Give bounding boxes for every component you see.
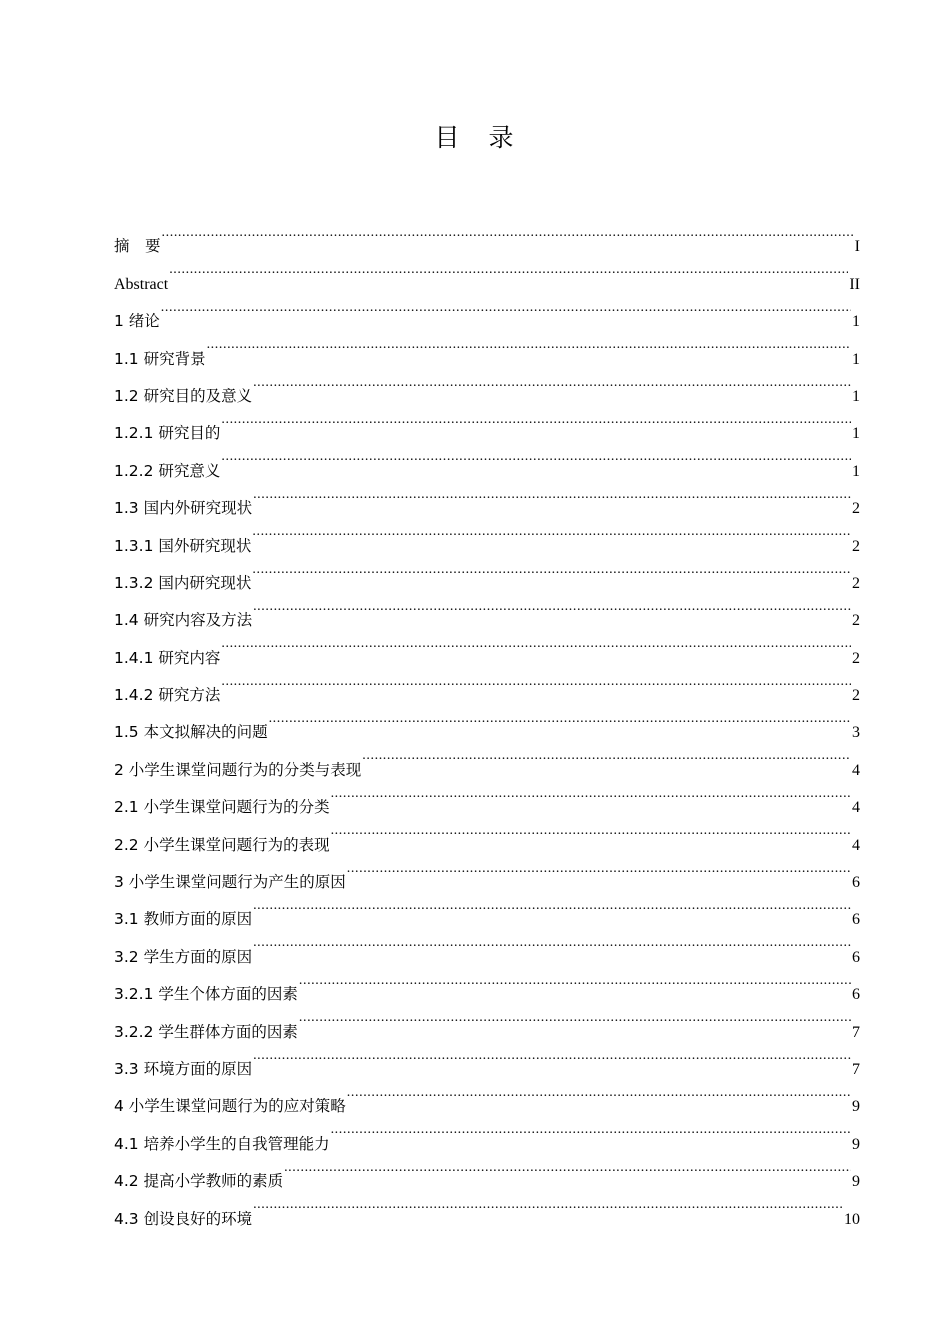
toc-dot-leader — [252, 551, 851, 588]
toc-entry-page-number: 6 — [852, 874, 860, 892]
toc-entry-page-number: 1 — [852, 387, 860, 405]
toc-entry-label: 1.5 本文拟解决的问题 — [114, 723, 268, 742]
toc-dot-leader — [362, 737, 851, 774]
toc-dot-leader — [347, 850, 851, 887]
toc-entry[interactable] — [114, 476, 860, 518]
toc-entry-label: 4.3 创设良好的环境 — [114, 1209, 253, 1228]
toc-entry-page-number: 2 — [852, 687, 860, 705]
toc-dot-leader — [347, 1074, 851, 1111]
toc-dot-leader — [221, 625, 851, 662]
toc-dot-leader — [253, 924, 851, 961]
toc-dot-leader — [221, 438, 851, 475]
toc-entry-page-number: 6 — [852, 911, 860, 929]
toc-entry-label: 1.3 国内外研究现状 — [114, 499, 253, 518]
toc-dot-leader — [252, 513, 851, 550]
toc-entry-label: 2.1 小学生课堂问题行为的分类 — [114, 798, 330, 817]
toc-entry-page-number: 2 — [852, 537, 860, 555]
toc-entry[interactable] — [114, 625, 860, 667]
toc-dot-leader — [221, 663, 851, 700]
toc-dot-leader — [253, 1037, 851, 1074]
toc-entry-label: 4.2 提高小学教师的素质 — [114, 1172, 284, 1191]
toc-entry-label: 3.1 教师方面的原因 — [114, 910, 253, 929]
toc-entry-page-number: 2 — [852, 574, 860, 592]
toc-entry-page-number: 6 — [852, 948, 860, 966]
toc-entry[interactable] — [114, 438, 860, 480]
toc-entry-label: 3.2 学生方面的原因 — [114, 947, 253, 966]
toc-entry-page-number: 4 — [852, 761, 860, 779]
toc-dot-leader — [221, 401, 851, 438]
toc-entry[interactable] — [114, 401, 860, 443]
toc-entry-label: 4.1 培养小学生的自我管理能力 — [114, 1134, 330, 1153]
toc-entry-label: 1.2 研究目的及意义 — [114, 386, 253, 405]
toc-entry-label: 1.3.1 国外研究现状 — [114, 536, 252, 555]
page-title: 目 录 — [434, 123, 516, 152]
toc-entry[interactable] — [114, 289, 860, 331]
toc-entry-page-number: 7 — [852, 1023, 860, 1041]
toc-dot-leader — [253, 1186, 843, 1223]
toc-entry-label: 3.2.1 学生个体方面的因素 — [114, 985, 298, 1004]
toc-dot-leader — [169, 251, 848, 288]
toc-dot-leader — [284, 1149, 851, 1186]
toc-entry-page-number: 2 — [852, 500, 860, 518]
toc-dot-leader — [269, 700, 851, 737]
toc-entry-page-number: 4 — [852, 836, 860, 854]
toc-entry-page-number: 3 — [852, 724, 860, 742]
toc-entry-page-number: 9 — [852, 1098, 860, 1116]
toc-entry-label: 1.4 研究内容及方法 — [114, 611, 253, 630]
toc-entry[interactable] — [114, 700, 860, 742]
toc-dot-leader — [253, 476, 851, 513]
toc-dot-leader — [331, 775, 851, 812]
toc-dot-leader — [253, 364, 851, 401]
toc-entry-label: 4 小学生课堂问题行为的应对策略 — [114, 1097, 346, 1116]
toc-entry-label: 1.2.2 研究意义 — [114, 461, 221, 480]
toc-entry-page-number: 1 — [852, 462, 860, 480]
toc-entry-label: Abstract — [114, 275, 169, 293]
toc-entry-label: 1.2.1 研究目的 — [114, 424, 221, 443]
toc-entry-page-number: 2 — [852, 612, 860, 630]
toc-entry-page-number: 4 — [852, 799, 860, 817]
toc-entry[interactable] — [114, 364, 860, 405]
toc-entry-label: 1.1 研究背景 — [114, 349, 206, 368]
toc-entry-page-number: II — [849, 275, 860, 293]
toc-entry-page-number: 10 — [844, 1210, 860, 1228]
toc-entry-label: 1 绪论 — [114, 312, 160, 331]
toc-dot-leader — [299, 999, 851, 1036]
toc-dot-leader — [207, 326, 851, 363]
toc-entry-label: 摘 要 — [114, 237, 161, 256]
toc-dot-leader — [161, 289, 851, 326]
toc-entry-label: 3 小学生课堂问题行为产生的原因 — [114, 873, 346, 892]
toc-entry-label: 3.2.2 学生群体方面的因素 — [114, 1022, 298, 1041]
toc-dot-leader — [331, 812, 851, 849]
table-of-contents — [114, 214, 860, 1228]
toc-entry-label: 1.4.1 研究内容 — [114, 648, 221, 667]
toc-entry-label: 3.3 环境方面的原因 — [114, 1059, 253, 1078]
toc-dot-leader — [253, 887, 851, 924]
toc-entry-label: 1.3.2 国内研究现状 — [114, 573, 252, 592]
toc-entry[interactable] — [114, 214, 860, 256]
toc-entry-label: 1.4.2 研究方法 — [114, 686, 221, 705]
toc-dot-leader — [299, 962, 851, 999]
toc-entry-page-number: 1 — [852, 350, 860, 368]
toc-entry[interactable] — [114, 251, 860, 293]
toc-dot-leader — [331, 1111, 851, 1148]
toc-entry-label: 2 小学生课堂问题行为的分类与表现 — [114, 760, 362, 779]
toc-entry-label: 2.2 小学生课堂问题行为的表现 — [114, 835, 330, 854]
toc-entry-page-number: 6 — [852, 986, 860, 1004]
toc-entry-page-number: 9 — [852, 1173, 860, 1191]
toc-entry[interactable] — [114, 326, 860, 368]
toc-entry-page-number: 2 — [852, 649, 860, 667]
toc-entry-page-number: 1 — [852, 425, 860, 443]
toc-dot-leader — [253, 588, 851, 625]
toc-entry-page-number: I — [854, 238, 860, 256]
toc-dot-leader — [162, 214, 854, 251]
toc-entry-page-number: 1 — [852, 313, 860, 331]
toc-entry[interactable] — [114, 663, 860, 705]
toc-entry-page-number: 7 — [852, 1060, 860, 1078]
toc-entry-page-number: 9 — [852, 1135, 860, 1153]
